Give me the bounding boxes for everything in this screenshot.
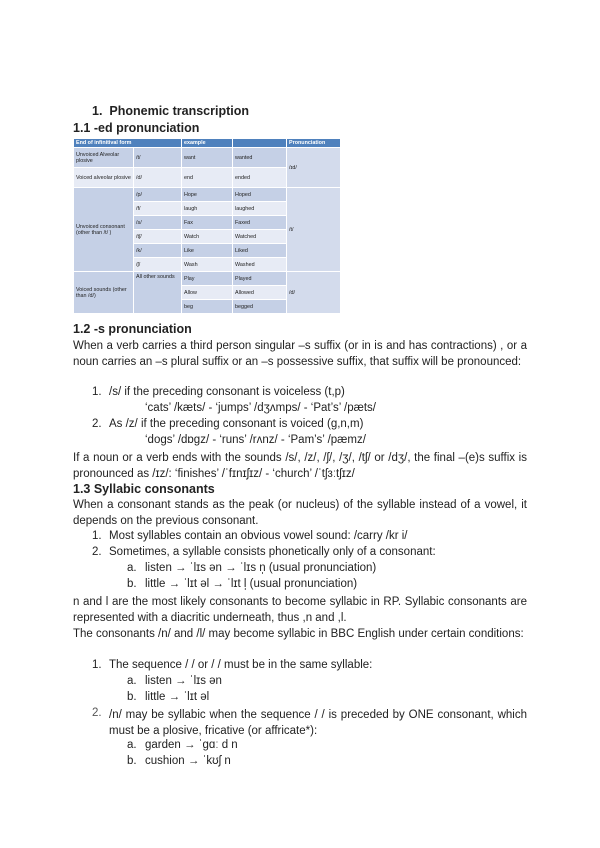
list-item: Sometimes, a syllable consists phonetically only of a consonant: [109,546,436,558]
table-cell: All other sounds [134,272,182,314]
table-cell: /t/ [287,188,341,272]
heading-number: 1. [92,104,103,118]
table-cell: /d/ [134,168,182,188]
sublist-letter: b. [127,578,137,590]
syllabic-paragraph-2: The consonants /n/ and /l/ may become syllabic in BBC English under certain conditions: [73,628,524,640]
table-cell: /ʃ/ [134,258,182,272]
table-cell: /d/ [287,272,341,314]
table-cell: beg [182,300,233,314]
table-cell: Like [182,244,233,258]
sublist-item: garden → ˈgɑː d n [145,739,238,751]
table-cell: begged [233,300,287,314]
table-cell: Play [182,272,233,286]
heading-phonemic-transcription [92,104,249,118]
s-after-paragraph: If a noun or a verb ends with the sounds /s/, /z/, /ʃ/, /ʒ/, /tʃ/ or /dʒ/, the final –(e)s suffix is pronounced as /ɪz/: ‘finishes’ /ˈfɪnɪʃɪz/ - ‘church’ /ˈtʃɜːtʃɪz/ [73,452,527,481]
table-cell: Faxed [233,216,287,230]
table-cell: /f/ [134,202,182,216]
table-cell: Watch [182,230,233,244]
table-row [74,272,341,286]
list-number: 2. [92,546,102,558]
list-item: /n/ may be syllabic when the sequence / / is preceded by ONE consonant, which must be a plosive, fricative (or affricate*): [109,709,527,738]
sublist-item: little → ˈlɪt əl [145,691,210,703]
table-cell: Washed [233,258,287,272]
table-header [233,139,287,148]
list-item: /s/ if the preceding consonant is voiceless (t,p) [109,386,345,398]
syllabic-paragraph-1: n and l are the most likely consonants to become syllabic in RP. Syllabic consonants are represented with a diacritic underneath, thus ,n and ,l. [73,596,527,625]
example-line: ‘cats’ /kæts/ - ‘jumps’ /dʒʌmps/ - ‘Pat’s’ /pæts/ [145,402,376,414]
table-cell: /s/ [134,216,182,230]
table-cell: /ɪd/ [287,148,341,188]
table-cell: Watched [233,230,287,244]
sublist-item: listen → ˈlɪs ən → ˈlɪs n̩ (usual pronunciation) [145,562,377,574]
table-cell: Unvoiced Alveolar plosive [74,148,134,168]
table-cell: Played [233,272,287,286]
list-number: 2. [92,707,102,719]
sublist-letter: a. [127,675,137,687]
heading-text: Phonemic transcription [109,104,249,118]
table-cell: end [182,168,233,188]
sublist-item: listen → ˈlɪs ən [145,675,222,687]
example-line: ‘dogs’ /dɒgz/ - ‘runs’ /rʌnz/ - ‘Pam’s’ /pæmz/ [145,434,366,446]
table-header: example [182,139,233,148]
table-cell: Hoped [233,188,287,202]
ed-pronunciation-table [73,138,341,314]
s-section-title: 1.2 -s pronunciation [73,322,192,336]
table-cell: /k/ [134,244,182,258]
table-row [74,188,341,202]
table-cell: /t/ [134,148,182,168]
table-cell: Voiced alveolar plosive [74,168,134,188]
syllabic-section-title: 1.3 Syllabic consonants [73,482,215,496]
table-row [74,148,341,168]
table-cell: Allowed [233,286,287,300]
table-header: Pronunciation [287,139,341,148]
list-number: 1. [92,386,102,398]
table-cell: Hope [182,188,233,202]
list-number: 1. [92,530,102,542]
table-cell: want [182,148,233,168]
sublist-item: cushion → ˈkʊʃ n [145,755,231,767]
list-item: Most syllables contain an obvious vowel sound: /carry /kr i/ [109,530,408,542]
table-cell: /tʃ/ [134,230,182,244]
table-header: End of infinitival form [74,139,182,148]
sublist-letter: b. [127,755,137,767]
syllabic-intro-paragraph: When a consonant stands as the peak (or nucleus) of the syllable instead of a vowel, it depends on the previous consonant. [73,499,527,528]
table-cell: ended [233,168,287,188]
s-intro-paragraph: When a verb carries a third person singular –s suffix (or in is and has contractions) , or a noun carries an –s plural suffix or an –s possessive suffix, that suffix will be pronounced: [73,340,527,369]
table-cell: wanted [233,148,287,168]
sublist-letter: b. [127,691,137,703]
table-cell: Unvoiced consonant (other than /t/ ) [74,188,134,272]
table-cell: laugh [182,202,233,216]
table-cell: /p/ [134,188,182,202]
table-cell: laughed [233,202,287,216]
table-cell: Fax [182,216,233,230]
list-number: 1. [92,659,102,671]
table-header-row [74,139,341,148]
table-cell: Wash [182,258,233,272]
sublist-letter: a. [127,739,137,751]
list-number: 2. [92,418,102,430]
table-cell: Allow [182,286,233,300]
list-item: The sequence / / or / / must be in the same syllable: [109,659,373,671]
list-item: As /z/ if the preceding consonant is voiced (g,n,m) [109,418,364,430]
table-cell: Voiced sounds (other than /d/) [74,272,134,314]
sublist-item: little → ˈlɪt əl → ˈlɪt l̩ (usual pronunciation) [145,578,358,590]
sublist-letter: a. [127,562,137,574]
table-cell: Liked [233,244,287,258]
ed-section-title: 1.1 -ed pronunciation [73,121,200,135]
